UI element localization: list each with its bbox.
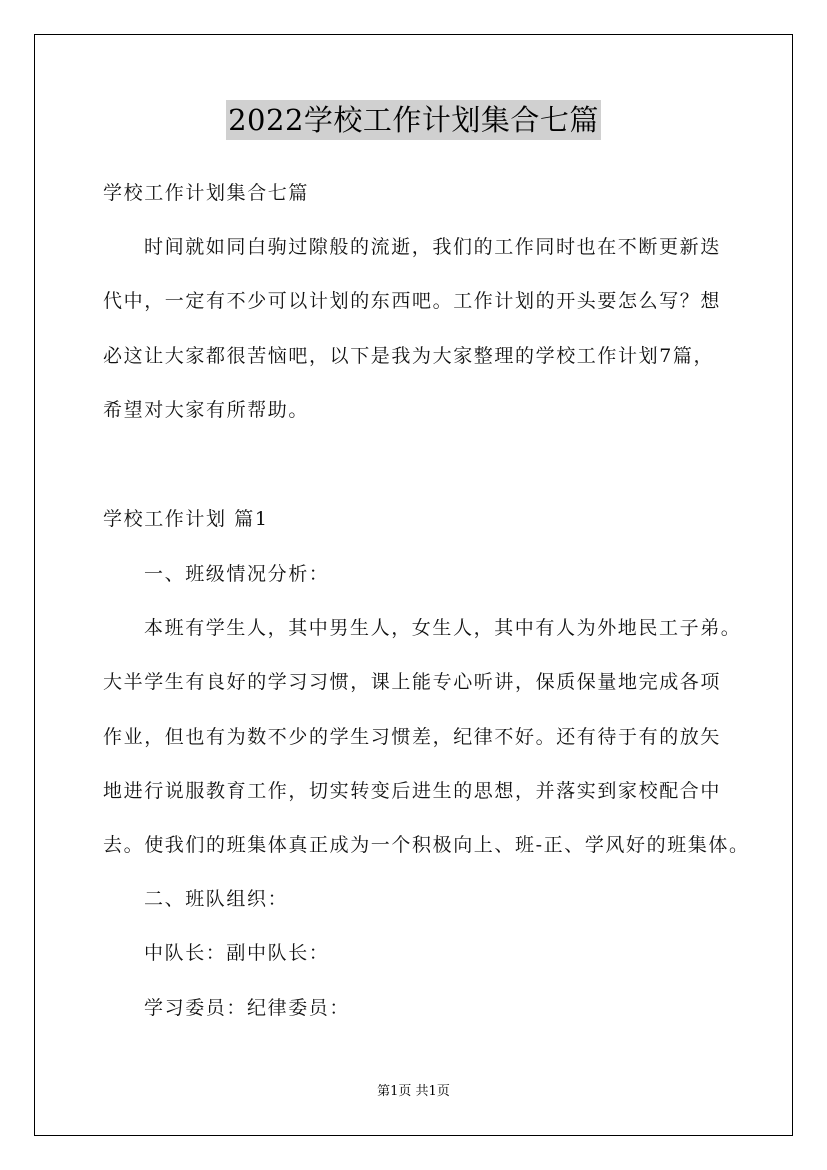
intro-line-2: 代中，一定有不少可以计划的东西吧。工作计划的开头要怎么写？想 <box>103 290 722 312</box>
document-title: 2022学校工作计划集合七篇 <box>226 100 601 140</box>
part2-line-2: 学习委员：纪律委员： <box>144 997 351 1019</box>
intro-line-1: 时间就如同白驹过隙般的流逝，我们的工作同时也在不断更新迭 <box>144 236 721 258</box>
document-subtitle: 学校工作计划集合七篇 <box>103 182 310 204</box>
part2-heading: 二、班队组织： <box>144 888 289 910</box>
part1-line-3: 作业，但也有为数不少的学生习惯差，纪律不好。还有待于有的放矢 <box>103 726 722 748</box>
intro-line-4: 希望对大家有所帮助。 <box>103 399 310 421</box>
part1-line-5: 去。使我们的班集体真正成为一个积极向上、班-正、学风好的班集体。 <box>103 834 750 856</box>
part1-line-1: 本班有学生人，其中男生人，女生人，其中有人为外地民工子弟。 <box>144 617 742 639</box>
page-footer: 第1页 共1页 <box>377 1084 450 1099</box>
part2-line-1: 中队长：副中队长： <box>144 942 330 964</box>
title-container <box>0 100 827 140</box>
part1-line-2: 大半学生有良好的学习习惯，课上能专心听讲，保质保量地完成各项 <box>103 671 722 693</box>
section-heading: 学校工作计划 篇1 <box>103 508 269 530</box>
part1-line-4: 地进行说服教育工作，切实转变后进生的思想，并落实到家校配合中 <box>103 780 722 802</box>
part1-heading: 一、班级情况分析： <box>144 563 330 585</box>
intro-line-3: 必这让大家都很苦恼吧，以下是我为大家整理的学校工作计划7篇， <box>103 345 715 367</box>
